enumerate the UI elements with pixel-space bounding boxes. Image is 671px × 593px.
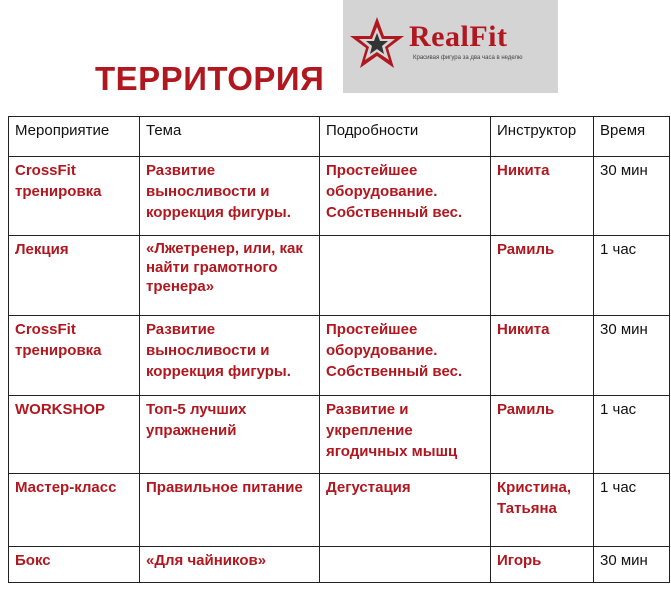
event-cell: Мастер-класс — [9, 474, 140, 547]
event-cell: CrossFit тренировка — [9, 157, 140, 236]
topic-cell: «Лжетренер, или, как найти грамотного тренера» — [140, 236, 320, 316]
topic-cell: Правильное питание — [140, 474, 320, 547]
header-topic: Тема — [140, 117, 320, 157]
time-cell: 1 час — [594, 396, 670, 474]
event-cell: Лекция — [9, 236, 140, 316]
table-row — [9, 474, 670, 547]
topic-cell: Развитие выносливости и коррекция фигуры. — [140, 316, 320, 396]
table-row — [9, 236, 670, 316]
realfit-logo — [343, 0, 558, 93]
topic-cell: Развитие выносливости и коррекция фигуры. — [140, 157, 320, 236]
details-cell: Простейшее оборудование. Собственный вес. — [320, 157, 491, 236]
table-row — [9, 316, 670, 396]
instructor-cell: Никита — [491, 316, 594, 396]
event-cell: Бокс — [9, 547, 140, 583]
table-row — [9, 547, 670, 583]
event-cell: WORKSHOP — [9, 396, 140, 474]
topic-cell: Топ-5 лучших упражнений — [140, 396, 320, 474]
details-cell: Развитие и укрепление ягодичных мышц — [320, 396, 491, 474]
header-event: Мероприятие — [9, 117, 140, 157]
header-time: Время — [594, 117, 670, 157]
instructor-cell: Никита — [491, 157, 594, 236]
table-row — [9, 396, 670, 474]
details-cell — [320, 236, 491, 316]
time-cell: 30 мин — [594, 157, 670, 236]
time-cell: 1 час — [594, 236, 670, 316]
instructor-cell: Игорь — [491, 547, 594, 583]
page-title: ТЕРРИТОРИЯ — [95, 60, 325, 97]
details-cell: Простейшее оборудование. Собственный вес. — [320, 316, 491, 396]
star-badge-icon — [348, 15, 406, 73]
event-cell: CrossFit тренировка — [9, 316, 140, 396]
logo-tagline: Красивая фигура за два часа в неделю — [413, 55, 523, 61]
schedule-table — [8, 116, 670, 583]
instructor-cell: Кристина, Татьяна — [491, 474, 594, 547]
time-cell: 30 мин — [594, 316, 670, 396]
details-cell: Дегустация — [320, 474, 491, 547]
time-cell: 30 мин — [594, 547, 670, 583]
header-details: Подробности — [320, 117, 491, 157]
topic-cell: «Для чайников» — [140, 547, 320, 583]
table-header-row — [9, 117, 670, 157]
time-cell: 1 час — [594, 474, 670, 547]
table-row — [9, 157, 670, 236]
logo-name: RealFit — [409, 20, 508, 53]
header-instructor: Инструктор — [491, 117, 594, 157]
details-cell — [320, 547, 491, 583]
instructor-cell: Рамиль — [491, 236, 594, 316]
instructor-cell: Рамиль — [491, 396, 594, 474]
